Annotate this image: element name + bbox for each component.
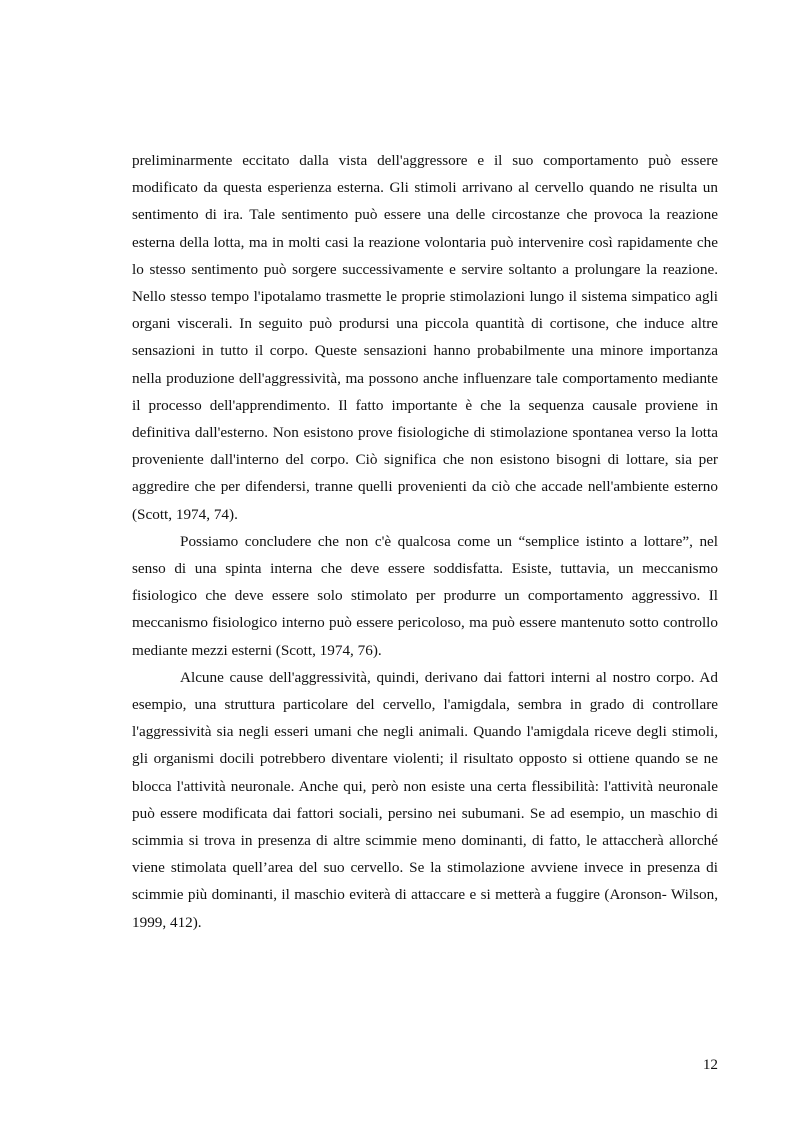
page-number: 12 [702,1056,718,1073]
paragraph-continuation: preliminarmente eccitato dalla vista dell'aggressore e il suo comportamento può essere modificato da questa esperienza esterna. Gli stimoli arrivano al cervello quando ne risulta un sentimento di ira. Tale sentimento può essere una delle circostanze che provoca la reazione esterna della lotta, ma in molti casi la reazione volontaria può intervenire così rapidamente che lo stesso sentimento può sorgere successivamente e servire soltanto a prolungare la reazione. Nello stesso tempo l'ipotalamo trasmette le proprie stimolazioni lungo il sistema simpatico agli organi viscerali. In seguito può prodursi una piccola quantità di cortisone, che induce altre sensazioni in tutto il corpo. Queste sensazioni hanno probabilmente una minore importanza nella produzione dell'aggressività, ma possono anche influenzare tale comportamento mediante il processo dell'apprendimento. Il fatto importante è che la sequenza causale proviene in definitiva dall'esterno. Non esistono prove fisiologiche di stimolazione spontanea verso la lotta proveniente dall'interno del corpo. Ciò significa che non esistono bisogni di lottare, sia per aggredire che per difendersi, tranne quelli provenienti da ciò che accade nell'ambiente esterno (Scott, 1974, 74). [132,152,718,523]
paragraph-internal-causes: Alcune cause dell'aggressività, quindi, derivano dai fattori interni al nostro corpo. Ad esempio, una struttura particolare del cervello, l'amigdala, sembra in grado di controllare l'aggressività sia negli esseri umani che negli animali. Quando l'amigdala riceve degli stimoli, gli organismi docili potrebbero diventare violenti; il risultato opposto si ottiene quando se ne blocca l'attività neuronale. Anche qui, però non esiste una certa flessibilità: l'attività neuronale può essere modificata dai fattori sociali, persino nei subumani. Se ad esempio, un maschio di scimmia si trova in presenza di altre scimmie meno dominanti, di fatto, le attaccherà allorché viene stimolata quell’area del suo cervello. Se la stimolazione avviene invece in presenza di scimmie più dominanti, il maschio eviterà di attaccare e si metterà a fuggire (Aronson- Wilson, 1999, 412). [132,668,718,931]
page-body [132,147,718,936]
paragraph-conclusion: Possiamo concludere che non c'è qualcosa come un “semplice istinto a lottare”, nel senso di una spinta interna che deve essere soddisfatta. Esiste, tuttavia, un meccanismo fisiologico che deve essere solo stimolato per produrre un comportamento aggressivo. Il meccanismo fisiologico interno può essere pericoloso, ma può essere mantenuto sotto controllo mediante mezzi esterni (Scott, 1974, 76). [132,532,718,659]
